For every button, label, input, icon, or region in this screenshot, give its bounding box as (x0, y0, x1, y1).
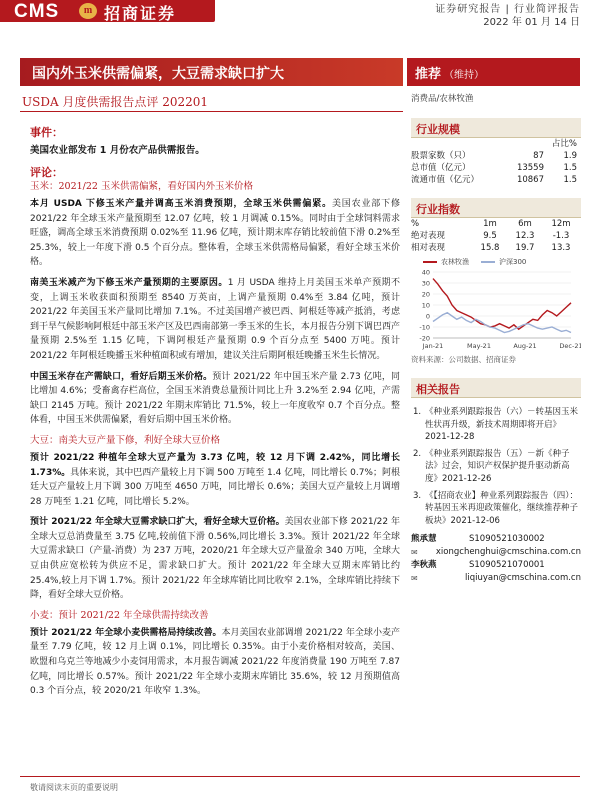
rating-sub: （维持） (444, 70, 485, 81)
index-value: 12.3 (515, 231, 535, 241)
analyst-email-row (411, 572, 581, 585)
scale-pct: 1.5 (563, 163, 577, 173)
index-col-header: 1m (483, 219, 497, 229)
report-date: 2022 年 01 月 14 日 (483, 17, 580, 28)
index-value: -1.3 (552, 231, 570, 241)
related-reports (411, 406, 581, 527)
index-col-header: 12m (551, 219, 571, 229)
index-label: 绝对表现 (411, 231, 446, 241)
index-line-chart (411, 268, 581, 352)
rating-banner (407, 58, 580, 86)
comment-label: 评论： (30, 166, 63, 179)
chart-source: 资料来源：公司数据、招商证券 (411, 355, 516, 364)
related-title-text: 《种业系列跟踪报告（六）－转基因玉米性状再升级，新技术周期即将开启》2021-12-28 (425, 407, 579, 443)
main-content (30, 124, 400, 705)
x-tick-label: Jan-21 (422, 342, 444, 350)
x-tick-label: May-21 (467, 342, 491, 350)
scale-table (411, 150, 581, 186)
analyst-email-row (411, 546, 581, 559)
scale-label: 流通市值（亿元） (411, 175, 480, 185)
index-label: 相对表现 (411, 243, 446, 253)
index-value: 13.3 (551, 243, 571, 253)
scale-label: 总市值（亿元） (411, 163, 471, 173)
chart-legend (411, 256, 581, 267)
scale-panel-header (411, 118, 581, 138)
paragraph: 中国玉米存在产需缺口，看好后期玉米价格。预计 2021/22 年中国玉米产量 2.73 亿吨，同比增加 4.6%；受畜禽存栏高位，全国玉米消费总量预计同比上升 3.2%至 2.94 亿吨，产需缺口 2145 万吨。预计 2021/22 年期末库销比 71.5%，较上一年度收窄 0.7 个百分点。整体看，中国玉米供需偏紧，看好后期中国玉米价格。 (30, 371, 400, 426)
y-tick-label: 0 (425, 312, 430, 321)
section-wheat-heading: 小麦：预计 2021/22 年全球供需持续改善 (30, 609, 209, 621)
paragraph: 南美玉米减产为下修玉米产量预期的主要原因。1 月 USDA 维持上月美国玉米单产预期不变，上调玉米收获面积预期至 8540 万英亩，上调产量预期 0.4%至 3.84 亿吨，预计 2021/22 年美国玉米产量同比增加 7.1%。不过美国增产被巴西、阿根廷等减产抵消，考虑到干旱气候影响阿根廷中部玉米产区及巴西南部第一季玉米的生长，本月报告分别下调巴西产量预期 2.5%至 1.15 亿吨，下调阿根廷产量预期 0.9 个百分点至 5400 万吨。预计 2021/22 年阿根廷晚播玉米种植面积或有增加，建议关注后期阿根廷晚播玉米生长情况。 (30, 277, 400, 361)
logo-badge-icon: m (79, 3, 97, 19)
index-table (411, 230, 581, 254)
section-corn-heading: 玉米：2021/22 玉米供需偏紧，看好国内外玉米价格 (30, 181, 253, 192)
scale-row (411, 150, 581, 162)
related-num: 2. (413, 448, 422, 459)
analyst-name: 熊承慧 (411, 534, 437, 545)
y-tick-label: -20 (419, 334, 430, 343)
scale-row (411, 174, 581, 186)
x-tick-label: Aug-21 (513, 342, 537, 350)
series-line-1 (433, 313, 571, 333)
report-title: 国内外玉米供需偏紧，大豆需求缺口扩大 (32, 66, 284, 82)
email-icon: ✉ (411, 548, 418, 558)
related-panel-header (411, 378, 581, 398)
top-header (0, 0, 600, 28)
rating (415, 63, 484, 82)
scale-label: 股票家数（只） (411, 151, 471, 161)
report-type: 证券研究报告 | 行业简评报告 (435, 4, 580, 15)
y-tick-label: 40 (421, 268, 430, 277)
analyst-info (411, 533, 581, 585)
related-num: 1. (413, 407, 422, 417)
index-value: 19.7 (515, 243, 535, 253)
scale-row (411, 162, 581, 174)
analyst-row (411, 533, 581, 546)
logo-chinese-text: 招商证券 (104, 4, 177, 23)
y-tick-label: 20 (421, 290, 430, 299)
scale-pct: 1.5 (563, 175, 577, 185)
y-tick-label: -10 (419, 323, 430, 332)
footer-note: 敬请阅读末页的重要说明 (30, 783, 118, 792)
paragraph: 预计 2021/22 年全球大豆需求缺口扩大，看好全球大豆价格。美国农业部下修 2021/22 年全球大豆总消费量至 3.75 亿吨,较前值下滑 0.56%,同比增长 3.3%。预计 2021/22 年全球大豆需求缺口（产量-消费）为 237 万吨，2020/21 年全球大豆产量盈余 340 万吨，全球大豆由供应宽松转为供应不足，需求缺口扩大。预计 2021/22 年全球大豆期末库销比约 25.4%,较上月下调 1.7%。预计 2021/22 年全球库销比同比收窄 2.1%，全球库销比持续下降，看好全球大豆价格。 (30, 517, 400, 601)
index-col-header: % (411, 219, 420, 229)
analyst-cert: S1090521070001 (469, 560, 545, 571)
y-tick-label: 10 (421, 301, 430, 310)
analyst-row (411, 559, 581, 572)
index-row (411, 242, 581, 254)
legend-label: 农林牧渔 (441, 257, 469, 266)
title-banner (20, 58, 403, 86)
related-title-text: 《种业系列跟踪报告（五）－新《种子法》过会，知识产权保护提升驱动新高度》2021-12-26 (425, 448, 570, 484)
legend-label: 沪深300 (499, 257, 527, 266)
rating-label: 推荐 (415, 67, 442, 82)
related-num: 3. (413, 490, 422, 501)
report-subtitle: USDA 月度供需报告点评 202201 (22, 95, 209, 109)
related-title: 相关报告 (416, 383, 460, 396)
footer-divider (20, 776, 580, 777)
index-header-row (411, 218, 581, 230)
sector-label: 消费品/农林牧渔 (411, 94, 474, 104)
analyst-cert: S1090521030002 (469, 534, 545, 545)
analyst-email[interactable]: xiongchenghui@cmschina.com.cn (435, 547, 581, 558)
scale-value: 13559 (516, 163, 544, 173)
paragraph: 本月 USDA 下修玉米产量并调高玉米消费预期，全球玉米供需偏紧。美国农业部下修 2021/22 年全球玉米产量预期至 12.07 亿吨，较 1 月调减 0.15%。同时由于全球饲料需求旺盛，调高全球玉米消费预期 0.02%至 11.96 亿吨，预计期末库存销比较前值下滑 0.2%至 25.3%，较上一年度下滑 0.5 个百分点。整体看，全球玉米供需格局偏紧，看好全球玉米价格。 (30, 199, 400, 268)
index-chart (411, 268, 581, 352)
index-value: 9.5 (483, 231, 497, 241)
related-report-link[interactable] (411, 406, 581, 444)
event-label: 事件： (30, 126, 63, 139)
x-tick-label: Dec-21 (559, 342, 581, 350)
y-tick-label: 30 (421, 279, 430, 288)
related-report-link[interactable] (411, 448, 581, 486)
paragraph: 预计 2021/22 种植年全球大豆产量为 3.73 亿吨，较 12 月下调 2.42%，同比增长 1.73%。具体来说，其中巴西产量较上月下调 500 万吨至 1.4 亿吨，同比增长 0.7%；阿根廷大豆产量较上月下调 300 万吨至 4650 万吨，同比增长 0.6%；美国大豆产量较上月调增 28 万吨至 1.21 亿吨，同比增长 5.2%。 (30, 452, 400, 507)
logo-cms-text: CMS (14, 1, 60, 22)
index-col-header: 6m (518, 219, 532, 229)
series-line-0 (433, 279, 571, 330)
related-title-text: 《【招商农业】种业系列跟踪报告（四）：转基因玉米再迎政策催化，继续推荐种子板块》2021-12-06 (425, 490, 579, 526)
index-panel-header (411, 198, 581, 218)
event-text: 美国农业部发布 1 月份农产品供需报告。 (30, 145, 205, 156)
scale-pct: 1.9 (563, 151, 577, 161)
paragraph: 预计 2021/22 年全球小麦供需格局持续改善。本月美国农业部调增 2021/22 年全球小麦产量至 7.79 亿吨，较 12 月上调 0.1%，同比增长 0.35%。由于小麦价格相对较高，美国、欧盟和乌克兰等地减少小麦饲用需求，本月报告调减 2021/22 年度消费量 190 万吨至 7.87 亿吨，同比增长 0.57%。预计 2021/22 年全球小麦期末库销比 35.6%，较 12 月预期值高 0.3 个百分点，较 2020/21 年收窄 1.3%。 (30, 627, 400, 697)
pct-header: 占比% (551, 139, 577, 149)
section-soybean-heading: 大豆：南美大豆产量下修，利好全球大豆价格 (30, 434, 221, 446)
index-value: 15.8 (480, 243, 500, 253)
analyst-name: 李秋燕 (411, 560, 437, 571)
legend-swatch (481, 261, 495, 263)
index-title: 行业指数 (416, 203, 460, 216)
related-report-link[interactable] (411, 490, 581, 528)
email-icon: ✉ (411, 574, 418, 584)
analyst-email[interactable]: liqiuyan@cmschina.com.cn (464, 573, 581, 584)
scale-value: 87 (533, 151, 544, 161)
company-logo (0, 0, 215, 22)
divider (20, 111, 403, 112)
scale-title: 行业规模 (416, 123, 460, 136)
legend-swatch (423, 261, 437, 263)
scale-value: 10867 (516, 175, 544, 185)
index-row (411, 230, 581, 242)
scale-header-row (411, 138, 581, 150)
sidebar (411, 92, 581, 585)
